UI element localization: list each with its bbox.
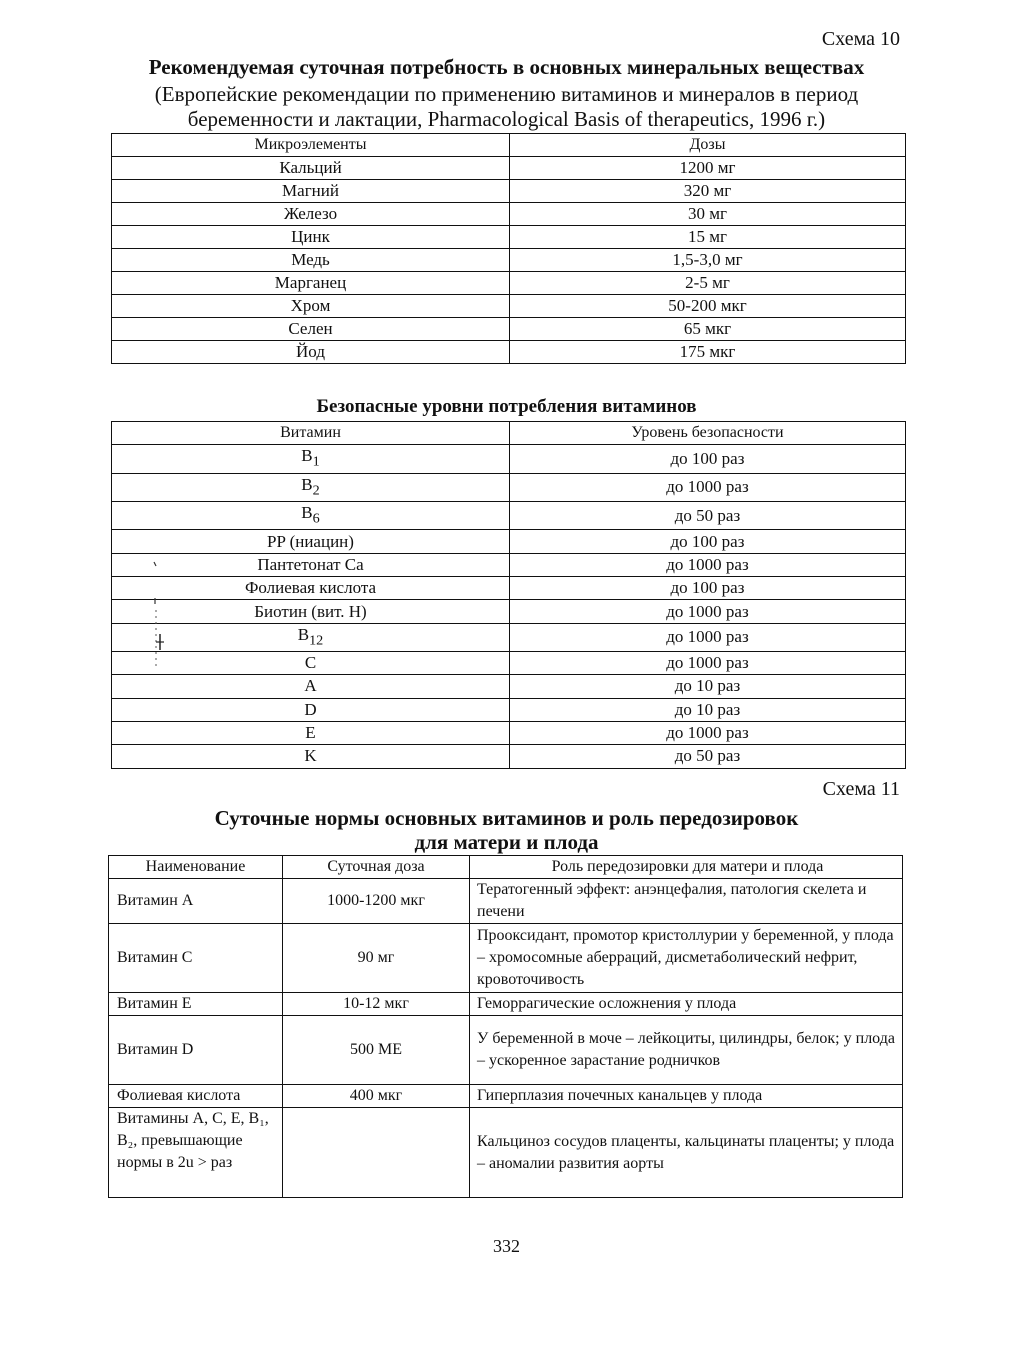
vitamin-name: Витамины А, С, Е, В₁, В₂, превышающие нормы в 2u > раз — [109, 1108, 283, 1198]
table-row — [112, 272, 906, 295]
minerals-title: Рекомендуемая суточная потребность в основных минеральных веществах — [148, 55, 865, 79]
table-row — [112, 249, 906, 272]
mineral-dose: 15 мг — [510, 226, 906, 249]
mineral-name: Цинк — [112, 226, 510, 249]
overdose-role: Гиперплазия почечных канальцев у плода — [470, 1085, 903, 1108]
safety-level: до 1000 раз — [510, 600, 906, 623]
minerals-subtitle-line2: беременности и лактации, Pharmacological Basis of therapeutics, 1996 г.) — [187, 107, 826, 131]
safety-level: до 1000 раз — [510, 721, 906, 744]
vitamin-letter: B — [301, 474, 313, 494]
vitamin-name: Биотин (вит. H) — [112, 600, 510, 623]
mineral-name: Марганец — [112, 272, 510, 295]
safety-level: до 10 раз — [510, 698, 906, 721]
overdose-role: У беременной в моче – лейкоциты, цилиндры, белок; у плода – ускоренное зарастание родничков — [470, 1016, 903, 1085]
safety-level: до 1000 раз — [510, 553, 906, 576]
vitamin-subscript: 6 — [312, 510, 320, 527]
safety-level: до 1000 раз — [510, 473, 906, 501]
page-number: 332 — [493, 1236, 520, 1256]
mineral-dose: 1200 мг — [510, 157, 906, 180]
daily-dose: 400 мкг — [283, 1085, 470, 1108]
safety-level: до 1000 раз — [510, 652, 906, 675]
table-row — [109, 879, 903, 924]
daily-dose: 500 МЕ — [283, 1016, 470, 1085]
table-row — [112, 226, 906, 249]
safety-level: до 100 раз — [510, 577, 906, 600]
table-row — [112, 180, 906, 203]
vitamin-name: C — [112, 652, 510, 675]
table-row — [112, 157, 906, 180]
mineral-dose: 2-5 мг — [510, 272, 906, 295]
vitamin-name: K — [112, 745, 510, 768]
table-row — [112, 600, 906, 623]
table-row — [109, 1085, 903, 1108]
table-row — [109, 993, 903, 1016]
column-header-overdose-role: Роль передозировки для матери и плода — [470, 856, 903, 879]
mineral-dose: 50-200 мкг — [510, 295, 906, 318]
mineral-dose: 30 мг — [510, 203, 906, 226]
column-header-doses: Дозы — [510, 134, 906, 157]
column-header-vitamin: Витамин — [112, 422, 510, 445]
vitamin-name: Витамин А — [109, 879, 283, 924]
vitamin-name: Фолиевая кислота — [112, 577, 510, 600]
table-header-row — [109, 856, 903, 879]
table-row — [109, 1108, 903, 1198]
overdose-title-line2: для матери и плода — [414, 830, 599, 854]
vitamin-name — [112, 623, 510, 651]
mineral-name: Хром — [112, 295, 510, 318]
mineral-name: Магний — [112, 180, 510, 203]
table-row — [112, 445, 906, 473]
table-row — [112, 652, 906, 675]
column-header-microelements: Микроэлементы — [112, 134, 510, 157]
table-row — [112, 341, 906, 364]
mineral-name: Кальций — [112, 157, 510, 180]
vitamin-name: Пантетонат Ca — [112, 553, 510, 576]
safety-level: до 10 раз — [510, 675, 906, 698]
vitamin-name — [112, 445, 510, 473]
table-row — [112, 295, 906, 318]
vitamin-letter: B — [297, 624, 310, 644]
vitamin-name: Витамин С — [109, 924, 283, 993]
table-row — [112, 502, 906, 530]
table-row — [112, 698, 906, 721]
minerals-table — [111, 133, 906, 364]
daily-dose: 1000-1200 мкг — [283, 879, 470, 924]
minerals-subtitle-line1: (Европейские рекомендации по применению витаминов и минералов в период — [154, 82, 859, 106]
table-row — [112, 745, 906, 768]
table-row — [109, 1016, 903, 1085]
table-row — [112, 623, 906, 651]
mineral-dose: 320 мг — [510, 180, 906, 203]
safety-level: до 50 раз — [510, 502, 906, 530]
overdose-title-line1: Суточные нормы основных витаминов и роль передозировок — [214, 806, 799, 830]
vitamins-safety-table — [111, 421, 906, 769]
daily-dose: 10-12 мкг — [283, 993, 470, 1016]
mineral-name: Йод — [112, 341, 510, 364]
vitamin-name: Фолиевая кислота — [109, 1085, 283, 1108]
mineral-name: Селен — [112, 318, 510, 341]
vitamin-subscript: 12 — [309, 632, 324, 649]
mineral-name: Медь — [112, 249, 510, 272]
overdose-role: Тератогенный эффект: анэнцефалия, патология скелета и печени — [470, 879, 903, 924]
mineral-name: Железо — [112, 203, 510, 226]
vitamin-name: PP (ниацин) — [112, 530, 510, 553]
table-row — [112, 553, 906, 576]
daily-dose: 90 мг — [283, 924, 470, 993]
table-row — [112, 721, 906, 744]
overdose-role: Кальциноз сосудов плаценты, кальцинаты плаценты; у плода – аномалии развития аорты — [470, 1108, 903, 1198]
safety-level: до 100 раз — [510, 445, 906, 473]
safety-level: до 50 раз — [510, 745, 906, 768]
column-header-safety-level: Уровень безопасности — [510, 422, 906, 445]
daily-dose — [283, 1108, 470, 1198]
overdose-role: Геморрагические осложнения у плода — [470, 993, 903, 1016]
overdose-role: Прооксидант, промотор кристоллурии у беременной, у плода – хромосомные аберраций, дисметаболический нефрит, кровоточивость — [470, 924, 903, 993]
safety-level: до 100 раз — [510, 530, 906, 553]
safety-level: до 1000 раз — [510, 623, 906, 651]
table-row — [112, 675, 906, 698]
column-header-name: Наименование — [109, 856, 283, 879]
table-row — [112, 473, 906, 501]
scheme-10-label: Схема 10 — [821, 28, 900, 50]
table-row — [112, 530, 906, 553]
table-row — [112, 203, 906, 226]
vitamin-name: Витамин Е — [109, 993, 283, 1016]
table-row — [109, 924, 903, 993]
table-header-row — [112, 422, 906, 445]
vitamins-safety-title: Безопасные уровни потребления витаминов — [316, 396, 697, 417]
vitamin-letter: B — [301, 446, 313, 466]
vitamin-name — [112, 473, 510, 501]
vitamin-name: E — [112, 721, 510, 744]
mineral-dose: 1,5-3,0 мг — [510, 249, 906, 272]
column-header-daily-dose: Суточная доза — [283, 856, 470, 879]
mineral-dose: 65 мкг — [510, 318, 906, 341]
table-header-row — [112, 134, 906, 157]
mineral-dose: 175 мкг — [510, 341, 906, 364]
overdose-table — [108, 855, 903, 1198]
vitamin-name: D — [112, 698, 510, 721]
vitamin-name — [112, 502, 510, 530]
vitamin-subscript: 2 — [312, 482, 320, 499]
vitamin-letter: B — [301, 503, 313, 523]
table-row — [112, 318, 906, 341]
vitamin-name: A — [112, 675, 510, 698]
scheme-11-label: Схема 11 — [822, 778, 900, 800]
vitamin-subscript: 1 — [312, 453, 320, 470]
table-row — [112, 577, 906, 600]
scan-artifact-marks — [146, 560, 166, 680]
vitamin-name: Витамин D — [109, 1016, 283, 1085]
